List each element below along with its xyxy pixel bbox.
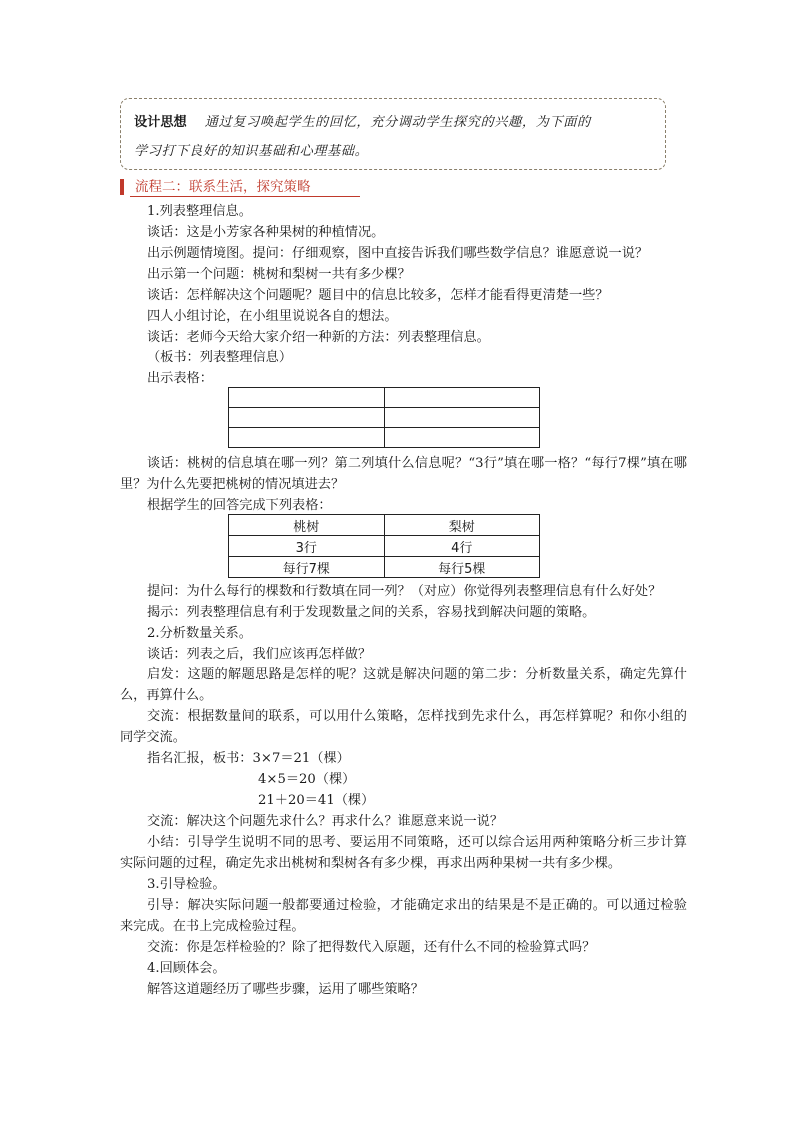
paragraph: 谈话：老师今天给大家介绍一种新的方法：列表整理信息。 [147,330,490,345]
design-idea-line-2 [134,134,657,170]
table-cell: 桃树 [229,515,385,536]
design-idea-text-2: 学习打下良好的知识基础和心理基础。 [134,144,369,159]
table-cell: 每行7棵 [229,557,385,578]
paragraph: 指名汇报，板书：3×7＝21（棵） [147,751,350,766]
table-cell [384,428,540,448]
formula-line-2: 4×5＝20（棵） [258,772,356,787]
table-cell [384,408,540,428]
step-heading-3: 3.引导检验。 [147,877,226,892]
section-marker-bar [120,179,124,195]
table-row [229,388,540,408]
table-cell: 3行 [229,536,385,557]
paragraph: 出示第一个问题：桃树和梨树一共有多少棵？ [147,267,411,282]
paragraph: 根据学生的回答完成下列表格： [147,498,332,513]
paragraph: 谈话：这是小芳家各种果树的种植情况。 [147,225,385,240]
table-row [229,515,540,536]
table-row [229,557,540,578]
paragraph: 出示表格： [147,371,213,386]
table-cell: 4行 [384,536,540,557]
table-cell [229,428,385,448]
paragraph: （板书：列表整理信息） [147,350,293,365]
paragraph: 引导：解决实际问题一般都要通过检验，才能确定求出的结果是不是正确的。可以通过检验来完成。在书上完成检验过程。 [120,898,687,934]
paragraph: 谈话：怎样解决这个问题呢？题目中的信息比较多，怎样才能看得更清楚一些？ [147,288,609,303]
info-table [228,514,540,578]
paragraph: 提问：为什么每行的棵数和行数填在同一列？（对应）你觉得列表整理信息有什么好处？ [147,584,662,599]
paragraph: 四人小组讨论，在小组里说说各自的想法。 [147,309,398,324]
section-underline [130,196,360,197]
paragraph: 交流：根据数量间的联系，可以用什么策略，怎样找到先求什么，再怎样算呢？和你小组的同学交流。 [120,709,687,745]
paragraph: 揭示：列表整理信息有利于发现数量之间的关系，容易找到解决问题的策略。 [147,605,596,620]
paragraph: 交流：你是怎样检验的？除了把得数代入原题，还有什么不同的检验算式吗？ [147,940,596,955]
table-cell: 每行5棵 [384,557,540,578]
step-heading-4: 4.回顾体会。 [147,961,226,976]
design-idea-label: 设计思想 [134,115,187,130]
table-row [229,536,540,557]
design-idea-box [120,98,666,170]
table-cell: 梨树 [384,515,540,536]
empty-table [228,387,540,448]
paragraph: 谈话：桃树的信息填在哪一列？第二列填什么信息呢？“3行”填在哪一格？“每行7棵”填在哪里？为什么先要把桃树的情况填进去？ [120,456,687,492]
paragraph: 小结：引导学生说明不同的思考、要运用不同策略，还可以综合运用两种策略分析三步计算实际问题的过程，确定先求出桃树和梨树各有多少棵，再求出两种果树一共有多少棵。 [120,835,687,871]
step-heading-2: 2.分析数量关系。 [147,626,252,641]
step-heading-1: 1.列表整理信息。 [147,204,252,219]
paragraph: 出示例题情境图。提问：仔细观察，图中直接告诉我们哪些数学信息？谁愿意说一说？ [147,246,649,261]
table-row [229,428,540,448]
table-row [229,408,540,428]
section-heading [120,178,360,196]
table-cell [384,388,540,408]
section-title: 流程二：联系生活，探究策略 [135,179,311,195]
paragraph: 解答这道题经历了哪些步骤，运用了哪些策略？ [147,982,424,997]
table-cell [229,388,385,408]
design-idea-text-1: 通过复习唤起学生的回忆，充分调动学生探究的兴趣，为下面的 [204,115,591,130]
paragraph: 启发：这题的解题思路是怎样的呢？这就是解决问题的第二步：分析数量关系，确定先算什么，再算什么。 [120,667,687,703]
paragraph: 交流：解决这个问题先求什么？再求什么？谁愿意来说一说？ [147,814,504,829]
table-cell [229,408,385,428]
paragraph: 谈话：列表之后，我们应该再怎样做？ [147,647,372,662]
formula-line-3: 21＋20＝41（棵） [258,793,375,808]
